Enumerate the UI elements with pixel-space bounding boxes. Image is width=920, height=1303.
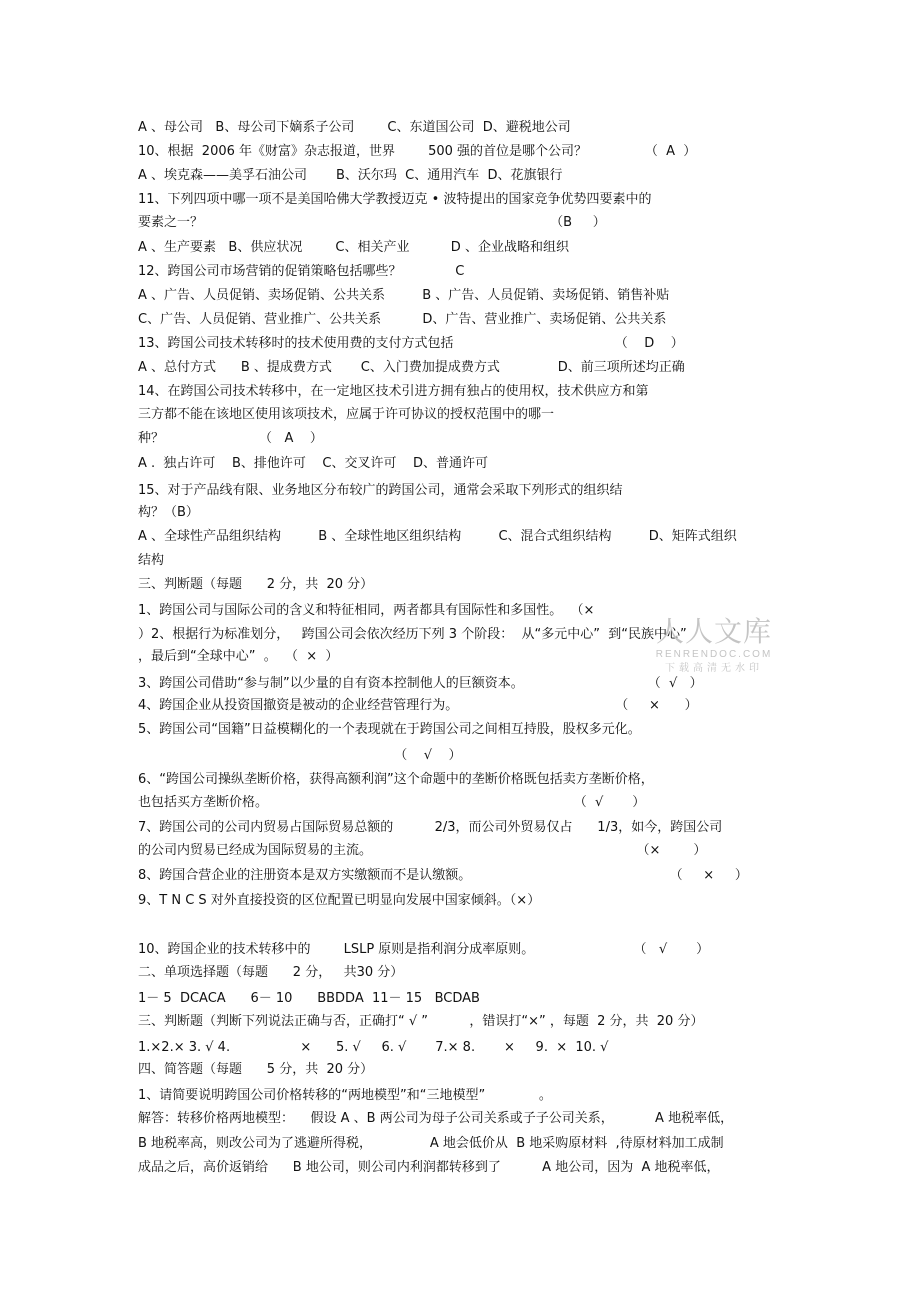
answer-key-line: 1.×2.× 3. √ 4. × 5. √ 6. √ 7.× 8. × 9. × 10. √ [138,1040,609,1055]
answer-key-line: 1－ 5 DCACA 6－ 10 BBDDA 11－ 15 BCDAB [138,991,480,1006]
text-line: 结构 [138,553,165,568]
text-line: 15、对于产品线有限、业务地区分布较广的跨国公司，通常会采取下列形式的组织结 [138,483,623,498]
section-heading: 三、判断题（判断下列说法正确与否，正确打“ √ ” ，错误打“×” ，每题 2 分，共 20 分） [138,1014,704,1029]
text-line: 11、下列四项中哪一项不是美国哈佛大学教授迈克 • 波特提出的国家竞争优势四要素中的 [138,192,652,207]
text-line: 10、根据 2006 年《财富》杂志报道，世界 500 强的首位是哪个公司？ （ A ） [138,144,697,159]
text-line: ）2、根据行为标准划分， 跨国公司会依次经历下列 3 个阶段： 从“多元中心” 到“民族中心” [138,627,687,642]
text-line: ，最后到“全球中心” 。 （ × ） [138,649,339,664]
section-heading: 三、判断题（每题 2 分，共 20 分） [138,577,374,592]
text-line: 12、跨国公司市场营销的促销策略包括哪些？ C [138,264,465,279]
text-line: （ √ ） [138,748,462,763]
text-line: 构？（B） [138,505,199,520]
text-line: 4、跨国企业从投资国撤资是被动的企业经营管理行为。 （ × ） [138,698,698,713]
text-line: 10、跨国企业的技术转移中的 LSLP 原则是指利润分成率原则。 （ √ ） [138,942,710,957]
text-line: 1、请简要说明跨国公司价格转移的“两地模型”和“三地模型” 。 [138,1088,552,1103]
watermark-title: 人人文库 [655,616,772,647]
text-line: A 、生产要素 B、供应状况 C、相关产业 D 、企业战略和组织 [138,240,569,255]
text-line: 5、跨国公司“国籍”日益模糊化的一个表现就在于跨国公司之间相互持股，股权多元化。 [138,722,641,737]
text-line: 6、“跨国公司操纵垄断价格，获得高额利润”这个命题中的垄断价格既包括卖方垄断价格， [138,772,654,787]
text-line: 的公司内贸易已经成为国际贸易的主流。 （× ） [138,843,707,858]
text-line: A 、母公司 B、母公司下嫡系子公司 C、东道国公司 D、避税地公司 [138,120,571,135]
text-line: 成品之后，高价返销给 B 地公司，则公司内利润都转移到了 A 地公司，因为 A 地税率低， [138,1160,720,1175]
text-line: 三方都不能在该地区使用该项技术，应属于许可协议的授权范围中的哪一 [138,407,555,422]
text-line: B 地税率高，则改公司为了逃避所得税， A 地会低价从 B 地采购原材料 ,待原材料加工成制 [138,1136,724,1151]
text-line: C、广告、人员促销、营业推广、公共关系 D、广告、营业推广、卖场促销、公共关系 [138,312,667,327]
text-line: 1、跨国公司与国际公司的含义和特征相同，两者都具有国际性和多国性。 （× [138,603,595,618]
text-line: 13、跨国公司技术转移时的技术使用费的支付方式包括 （ D ） [138,336,684,351]
watermark-subtitle: 下载高清无水印 [665,663,763,674]
text-line: A 、总付方式 B 、提成费方式 C、入门费加提成费方式 D、前三项所述均正确 [138,360,685,375]
text-line: 7、跨国公司的公司内贸易占国际贸易总额的 2/3，而公司外贸易仅占 1/3，如今，跨国公司 [138,820,723,835]
text-line: A . 独占许可 B、排他许可 C、交叉许可 D、普通许可 [138,456,489,471]
section-heading: 二、单项选择题（每题 2 分， 共30 分） [138,965,404,980]
section-heading: 四、简答题（每题 5 分，共 20 分） [138,1062,374,1077]
text-line: A 、全球性产品组织结构 B 、全球性地区组织结构 C、混合式组织结构 D、矩阵式组织 [138,529,737,544]
watermark-logo [644,616,784,692]
text-line: 要素之一？ （B ） [138,215,606,230]
text-line: 种？ （ A ） [138,431,323,446]
text-line: A 、广告、人员促销、卖场促销、公共关系 B 、广告、人员促销、卖场促销、销售补贴 [138,288,670,303]
text-line: 3、跨国公司借助“参与制”以少量的自有资本控制他人的巨额资本。 （ √ ） [138,676,703,691]
watermark-url: RENRENDOC.COM [655,649,773,660]
text-line: 14、在跨国公司技术转移中，在一定地区技术引进方拥有独占的使用权，技术供应方和第 [138,384,649,399]
text-line: A 、埃克森——美孚石油公司 B、沃尔玛 C、通用汽车 D、花旗银行 [138,168,563,183]
text-line: 解答：转移价格两地模型： 假设 A 、B 两公司为母子公司关系或子子公司关系， A 地税率低， [138,1111,734,1126]
text-line: 也包括买方垄断价格。 （ √ ） [138,795,646,810]
text-line: 9、T N C S 对外直接投资的区位配置已明显向发展中国家倾斜。（×） [138,893,541,908]
text-line: 8、跨国合营企业的注册资本是双方实缴额而不是认缴额。 （ × ） [138,868,748,883]
